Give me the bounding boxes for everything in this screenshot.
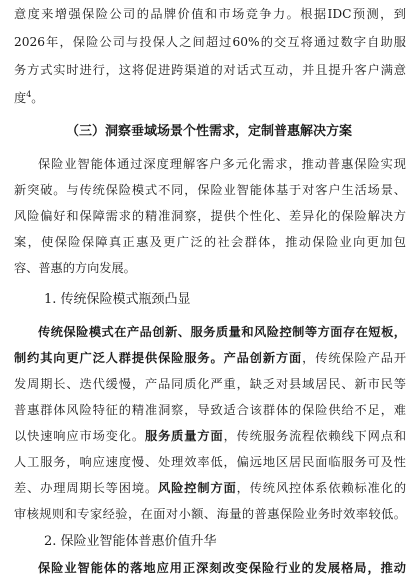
section-para-line-4: 案，使保险保障真正惠及更广泛的社会群体，推动保险业向更加包 (14, 235, 406, 249)
section-para-line-2: 新突破。与传统保险模式不同，保险业智能体基于对客户生活场景、 (14, 183, 406, 197)
section-heading: （三）洞察垂域场景个性需求，定制普惠解决方案 (65, 124, 352, 139)
text-run: ，传统风控体系依赖标准化的 (236, 481, 406, 495)
sub1-lines-line-5 (14, 426, 406, 446)
text-run: ，传统服务流程依赖线下网点和 (223, 429, 406, 443)
intro-line-4-text: 度 (14, 91, 27, 105)
subsection-1-title: 1. 传统保险模式瓶颈凸显 (44, 292, 191, 307)
text-run: 发周期长、迭代缓慢，产品同质化严重，缺乏对县域居民、新市民等 (14, 377, 406, 391)
intro-line-2: 2026年，保险公司与投保人之间超过60%的交互将通过数字自助服 (14, 35, 406, 49)
section-para-line-1: 保险业智能体通过深度理解客户多元化需求，推动普惠保险实现 (38, 157, 406, 171)
subsection-2-title: 2. 保险业智能体普惠价值升华 (44, 534, 217, 549)
sub1-lines-line-8 (14, 504, 406, 524)
text-run: 风险控制方面 (158, 481, 237, 495)
text-run: 普惠群体风险特征的精准洞察，导致适合该群体的保险供给不足，难 (14, 403, 406, 417)
intro-line-1: 意度来增强保险公司的品牌价值和市场竞争力。根据IDC预测，到 (14, 7, 406, 21)
section-para-line-3: 风险偏好和保障需求的精准洞察，提供个性化、差异化的保险解决方 (14, 209, 406, 223)
intro-line-4 (14, 88, 406, 108)
text-run: 传统保险模式在产品创新、服务质量和风险控制等方面存在短板， (38, 325, 406, 339)
sub1-lines-line-2 (14, 348, 406, 368)
sub1-lines-line-7 (14, 478, 406, 498)
sub2-lines-line-1 (38, 558, 406, 578)
section-para-line-5: 容、普惠的方向发展。 (14, 261, 136, 275)
sub1-lines-line-1 (38, 322, 406, 342)
text-run: 制约其向更广泛人群提供保险服务。 (14, 351, 224, 365)
text-run: 产品创新方面 (223, 351, 303, 365)
text-run: 保险业智能体的落地应用正深刻改变保险行业的发展格局，推动 (38, 561, 406, 575)
text-run: 人工服务，响应速度慢、处理效率低，偏远地区居民面临服务可及性 (14, 455, 406, 469)
text-run: 审核规则和专家经验，在面对小额、海量的普惠保险业务时效率较低。 (14, 507, 406, 521)
text-run: ，传统保险产品开 (302, 351, 406, 365)
footnote-ref: 4 (26, 89, 32, 99)
intro-line-4-end: 。 (31, 91, 44, 105)
text-run: 服务质量方面 (144, 429, 224, 443)
sub1-lines-line-4 (14, 400, 406, 420)
sub1-lines-line-3 (14, 374, 406, 394)
intro-line-3: 务方式实时进行，这将促进跨渠道的对话式互动，并且提升客户满意 (14, 63, 406, 77)
text-run: 差、办理周期长等困境。 (14, 481, 159, 495)
sub1-lines-line-6 (14, 452, 406, 472)
text-run: 以快速响应市场变化。 (14, 429, 145, 443)
